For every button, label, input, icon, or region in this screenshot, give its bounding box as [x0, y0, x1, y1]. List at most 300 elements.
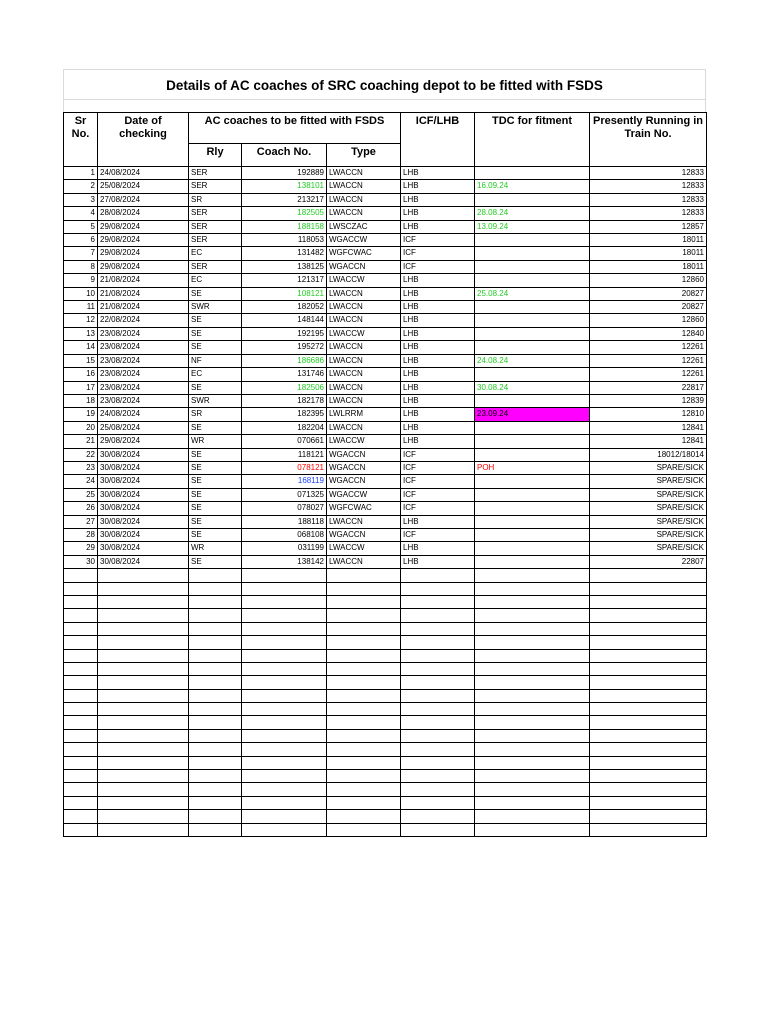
empty-cell — [327, 716, 401, 729]
empty-cell — [242, 716, 327, 729]
cell-date: 23/08/2024 — [98, 327, 189, 340]
empty-cell — [189, 569, 242, 582]
empty-cell — [98, 716, 189, 729]
empty-cell — [475, 823, 590, 836]
empty-cell — [327, 622, 401, 635]
cell-icf-lhb: LHB — [401, 368, 475, 381]
cell-rly: EC — [189, 274, 242, 287]
cell-date: 24/08/2024 — [98, 167, 189, 180]
cell-date: 29/08/2024 — [98, 220, 189, 233]
empty-cell — [327, 810, 401, 823]
cell-icf-lhb: LHB — [401, 421, 475, 434]
table-row — [64, 314, 707, 327]
cell-coach-no: 168119 — [242, 475, 327, 488]
coach-table — [63, 112, 707, 837]
cell-date: 25/08/2024 — [98, 180, 189, 193]
cell-type: LWACCN — [327, 287, 401, 300]
table-row — [64, 448, 707, 461]
cell-icf-lhb: LHB — [401, 180, 475, 193]
cell-train: 12860 — [590, 274, 707, 287]
empty-row — [64, 703, 707, 716]
empty-cell — [327, 823, 401, 836]
empty-cell — [242, 636, 327, 649]
empty-cell — [242, 703, 327, 716]
cell-sr-no: 4 — [64, 207, 98, 220]
cell-train: 12261 — [590, 368, 707, 381]
cell-sr-no: 30 — [64, 555, 98, 568]
empty-cell — [64, 649, 98, 662]
table-row — [64, 207, 707, 220]
cell-train: SPARE/SICK — [590, 488, 707, 501]
empty-cell — [242, 569, 327, 582]
cell-tdc — [475, 528, 590, 541]
empty-cell — [242, 770, 327, 783]
cell-icf-lhb: LHB — [401, 394, 475, 407]
empty-cell — [327, 636, 401, 649]
cell-rly: SE — [189, 461, 242, 474]
cell-icf-lhb: ICF — [401, 502, 475, 515]
empty-cell — [590, 676, 707, 689]
cell-train: 20827 — [590, 287, 707, 300]
cell-date: 29/08/2024 — [98, 260, 189, 273]
empty-row — [64, 662, 707, 675]
cell-icf-lhb: ICF — [401, 247, 475, 260]
empty-cell — [590, 770, 707, 783]
cell-tdc: 28.08.24 — [475, 207, 590, 220]
cell-tdc — [475, 193, 590, 206]
cell-train: 12810 — [590, 408, 707, 421]
cell-rly: NF — [189, 354, 242, 367]
cell-date: 21/08/2024 — [98, 287, 189, 300]
cell-icf-lhb: LHB — [401, 381, 475, 394]
empty-cell — [401, 622, 475, 635]
cell-rly: WR — [189, 435, 242, 448]
cell-coach-no: 131746 — [242, 368, 327, 381]
cell-train: 12839 — [590, 394, 707, 407]
cell-type: WGFCWAC — [327, 247, 401, 260]
empty-cell — [475, 636, 590, 649]
empty-row — [64, 649, 707, 662]
table-row — [64, 368, 707, 381]
cell-sr-no: 28 — [64, 528, 98, 541]
empty-cell — [64, 676, 98, 689]
empty-row — [64, 716, 707, 729]
table-row — [64, 180, 707, 193]
empty-cell — [64, 716, 98, 729]
cell-rly: SE — [189, 502, 242, 515]
table-row — [64, 381, 707, 394]
empty-cell — [590, 756, 707, 769]
empty-cell — [401, 796, 475, 809]
empty-cell — [590, 810, 707, 823]
cell-tdc — [475, 515, 590, 528]
empty-cell — [475, 676, 590, 689]
cell-type: LWACCN — [327, 354, 401, 367]
empty-cell — [327, 783, 401, 796]
empty-cell — [327, 569, 401, 582]
empty-cell — [475, 649, 590, 662]
empty-cell — [475, 609, 590, 622]
cell-date: 30/08/2024 — [98, 461, 189, 474]
cell-tdc — [475, 274, 590, 287]
cell-type: WGACCW — [327, 488, 401, 501]
cell-tdc — [475, 314, 590, 327]
cell-type: LWACCW — [327, 327, 401, 340]
cell-icf-lhb: LHB — [401, 327, 475, 340]
cell-rly: SE — [189, 314, 242, 327]
cell-date: 28/08/2024 — [98, 207, 189, 220]
cell-date: 29/08/2024 — [98, 234, 189, 247]
empty-cell — [401, 569, 475, 582]
header-train: Presently Running in Train No. — [590, 113, 707, 167]
cell-rly: SE — [189, 287, 242, 300]
empty-cell — [64, 743, 98, 756]
empty-cell — [327, 662, 401, 675]
empty-cell — [98, 770, 189, 783]
empty-cell — [590, 716, 707, 729]
cell-icf-lhb: LHB — [401, 435, 475, 448]
empty-cell — [327, 729, 401, 742]
cell-train: 20827 — [590, 301, 707, 314]
cell-train: 12860 — [590, 314, 707, 327]
cell-icf-lhb: LHB — [401, 193, 475, 206]
empty-cell — [590, 636, 707, 649]
empty-cell — [401, 756, 475, 769]
cell-type: LWACCN — [327, 555, 401, 568]
empty-cell — [98, 636, 189, 649]
empty-row — [64, 689, 707, 702]
empty-cell — [64, 636, 98, 649]
cell-tdc — [475, 421, 590, 434]
cell-coach-no: 148144 — [242, 314, 327, 327]
cell-coach-no: 031199 — [242, 542, 327, 555]
spacer-row — [63, 100, 706, 112]
cell-rly: SE — [189, 327, 242, 340]
cell-date: 30/08/2024 — [98, 542, 189, 555]
cell-type: LWACCN — [327, 515, 401, 528]
empty-cell — [401, 676, 475, 689]
cell-rly: SE — [189, 381, 242, 394]
empty-cell — [242, 622, 327, 635]
header-type: Type — [327, 144, 401, 167]
cell-type: WGACCN — [327, 528, 401, 541]
empty-cell — [189, 716, 242, 729]
cell-rly: SWR — [189, 394, 242, 407]
empty-row — [64, 582, 707, 595]
cell-train: 12833 — [590, 180, 707, 193]
table-row — [64, 274, 707, 287]
empty-cell — [401, 743, 475, 756]
cell-coach-no: 121317 — [242, 274, 327, 287]
cell-rly: SER — [189, 207, 242, 220]
empty-cell — [64, 622, 98, 635]
cell-date: 23/08/2024 — [98, 354, 189, 367]
empty-cell — [475, 783, 590, 796]
empty-cell — [189, 783, 242, 796]
empty-cell — [98, 783, 189, 796]
empty-cell — [401, 636, 475, 649]
cell-icf-lhb: ICF — [401, 461, 475, 474]
cell-coach-no: 118121 — [242, 448, 327, 461]
cell-date: 30/08/2024 — [98, 515, 189, 528]
cell-tdc — [475, 247, 590, 260]
cell-tdc — [475, 167, 590, 180]
cell-type: LWACCN — [327, 193, 401, 206]
cell-date: 23/08/2024 — [98, 381, 189, 394]
empty-cell — [189, 796, 242, 809]
cell-date: 30/08/2024 — [98, 448, 189, 461]
empty-cell — [590, 609, 707, 622]
empty-cell — [189, 823, 242, 836]
empty-cell — [475, 703, 590, 716]
empty-cell — [327, 689, 401, 702]
cell-train: 12857 — [590, 220, 707, 233]
cell-icf-lhb: LHB — [401, 555, 475, 568]
empty-cell — [189, 649, 242, 662]
cell-rly: SE — [189, 515, 242, 528]
cell-date: 25/08/2024 — [98, 421, 189, 434]
empty-cell — [242, 729, 327, 742]
empty-cell — [327, 649, 401, 662]
empty-cell — [64, 569, 98, 582]
empty-cell — [475, 743, 590, 756]
cell-sr-no: 10 — [64, 287, 98, 300]
header-icf-lhb: ICF/LHB — [401, 113, 475, 167]
cell-sr-no: 14 — [64, 341, 98, 354]
header-date: Date of checking — [98, 113, 189, 167]
empty-cell — [327, 703, 401, 716]
cell-coach-no: 138125 — [242, 260, 327, 273]
cell-train: SPARE/SICK — [590, 461, 707, 474]
cell-tdc: 25.08.24 — [475, 287, 590, 300]
cell-icf-lhb: LHB — [401, 220, 475, 233]
empty-row — [64, 729, 707, 742]
cell-icf-lhb: ICF — [401, 475, 475, 488]
empty-cell — [189, 662, 242, 675]
cell-type: LWACCN — [327, 180, 401, 193]
cell-tdc — [475, 448, 590, 461]
empty-cell — [98, 649, 189, 662]
cell-coach-no: 108121 — [242, 287, 327, 300]
cell-date: 30/08/2024 — [98, 555, 189, 568]
cell-rly: SE — [189, 475, 242, 488]
cell-tdc — [475, 234, 590, 247]
empty-cell — [327, 796, 401, 809]
cell-tdc — [475, 542, 590, 555]
cell-type: WGACCN — [327, 260, 401, 273]
cell-coach-no: 195272 — [242, 341, 327, 354]
cell-tdc — [475, 475, 590, 488]
empty-cell — [98, 743, 189, 756]
empty-row — [64, 609, 707, 622]
empty-cell — [64, 609, 98, 622]
cell-type: WGFCWAC — [327, 502, 401, 515]
cell-sr-no: 5 — [64, 220, 98, 233]
cell-type: LWACCN — [327, 301, 401, 314]
empty-cell — [189, 689, 242, 702]
cell-coach-no: 071325 — [242, 488, 327, 501]
cell-icf-lhb: LHB — [401, 408, 475, 421]
empty-cell — [590, 783, 707, 796]
cell-date: 29/08/2024 — [98, 435, 189, 448]
cell-sr-no: 25 — [64, 488, 98, 501]
cell-rly: SWR — [189, 301, 242, 314]
cell-icf-lhb: LHB — [401, 354, 475, 367]
cell-icf-lhb: ICF — [401, 488, 475, 501]
empty-cell — [590, 595, 707, 608]
cell-train: 18011 — [590, 234, 707, 247]
cell-type: LWACCN — [327, 381, 401, 394]
empty-row — [64, 676, 707, 689]
cell-coach-no: 188118 — [242, 515, 327, 528]
cell-type: LWACCN — [327, 421, 401, 434]
empty-cell — [401, 729, 475, 742]
cell-tdc: 24.08.24 — [475, 354, 590, 367]
table-row — [64, 515, 707, 528]
cell-date: 30/08/2024 — [98, 488, 189, 501]
empty-cell — [590, 662, 707, 675]
empty-row — [64, 743, 707, 756]
empty-row — [64, 810, 707, 823]
table-row — [64, 435, 707, 448]
empty-cell — [242, 783, 327, 796]
empty-row — [64, 569, 707, 582]
empty-cell — [475, 756, 590, 769]
cell-rly: SE — [189, 488, 242, 501]
empty-cell — [242, 796, 327, 809]
cell-type: WGACCN — [327, 448, 401, 461]
empty-cell — [475, 770, 590, 783]
cell-coach-no: 188158 — [242, 220, 327, 233]
cell-tdc — [475, 502, 590, 515]
cell-train: SPARE/SICK — [590, 515, 707, 528]
empty-cell — [98, 796, 189, 809]
cell-tdc — [475, 394, 590, 407]
empty-cell — [98, 609, 189, 622]
cell-sr-no: 17 — [64, 381, 98, 394]
cell-rly: SE — [189, 421, 242, 434]
cell-type: LWACCW — [327, 435, 401, 448]
empty-cell — [401, 823, 475, 836]
empty-cell — [590, 743, 707, 756]
cell-tdc — [475, 341, 590, 354]
cell-sr-no: 3 — [64, 193, 98, 206]
cell-rly: SE — [189, 555, 242, 568]
cell-date: 21/08/2024 — [98, 274, 189, 287]
cell-type: WGACCN — [327, 461, 401, 474]
empty-cell — [590, 729, 707, 742]
cell-type: WGACCW — [327, 234, 401, 247]
cell-sr-no: 2 — [64, 180, 98, 193]
cell-date: 30/08/2024 — [98, 528, 189, 541]
cell-sr-no: 7 — [64, 247, 98, 260]
header-tdc: TDC for fitment — [475, 113, 590, 167]
cell-rly: SE — [189, 448, 242, 461]
table-row — [64, 542, 707, 555]
cell-sr-no: 16 — [64, 368, 98, 381]
empty-cell — [590, 689, 707, 702]
table-row — [64, 247, 707, 260]
cell-sr-no: 22 — [64, 448, 98, 461]
cell-icf-lhb: LHB — [401, 207, 475, 220]
cell-rly: EC — [189, 247, 242, 260]
empty-cell — [242, 756, 327, 769]
empty-cell — [401, 649, 475, 662]
empty-row — [64, 622, 707, 635]
empty-cell — [98, 810, 189, 823]
empty-cell — [98, 582, 189, 595]
empty-cell — [64, 770, 98, 783]
cell-train: SPARE/SICK — [590, 528, 707, 541]
cell-type: LWACCW — [327, 274, 401, 287]
cell-train: 12841 — [590, 435, 707, 448]
empty-cell — [475, 729, 590, 742]
empty-cell — [189, 703, 242, 716]
empty-cell — [590, 622, 707, 635]
cell-coach-no: 192889 — [242, 167, 327, 180]
empty-cell — [327, 770, 401, 783]
cell-tdc — [475, 555, 590, 568]
table-row — [64, 327, 707, 340]
cell-rly: SER — [189, 260, 242, 273]
empty-cell — [189, 729, 242, 742]
table-row — [64, 502, 707, 515]
cell-sr-no: 8 — [64, 260, 98, 273]
empty-cell — [242, 676, 327, 689]
table-row — [64, 408, 707, 421]
table-row — [64, 260, 707, 273]
cell-icf-lhb: LHB — [401, 301, 475, 314]
empty-cell — [98, 676, 189, 689]
table-row — [64, 341, 707, 354]
empty-cell — [189, 770, 242, 783]
empty-cell — [242, 582, 327, 595]
cell-tdc — [475, 488, 590, 501]
cell-date: 30/08/2024 — [98, 475, 189, 488]
empty-row — [64, 796, 707, 809]
cell-type: LWACCN — [327, 394, 401, 407]
cell-date: 23/08/2024 — [98, 394, 189, 407]
cell-train: 12261 — [590, 354, 707, 367]
empty-cell — [327, 582, 401, 595]
cell-type: LWACCN — [327, 314, 401, 327]
empty-cell — [401, 810, 475, 823]
empty-cell — [64, 756, 98, 769]
cell-train: 12833 — [590, 167, 707, 180]
empty-cell — [64, 729, 98, 742]
cell-date: 29/08/2024 — [98, 247, 189, 260]
empty-cell — [475, 796, 590, 809]
cell-type: LWLRRM — [327, 408, 401, 421]
empty-cell — [189, 756, 242, 769]
empty-cell — [590, 703, 707, 716]
cell-tdc — [475, 327, 590, 340]
cell-tdc: POH — [475, 461, 590, 474]
header-group: AC coaches to be fitted with FSDS — [189, 113, 401, 144]
cell-sr-no: 13 — [64, 327, 98, 340]
cell-tdc — [475, 368, 590, 381]
cell-sr-no: 19 — [64, 408, 98, 421]
empty-cell — [98, 662, 189, 675]
empty-cell — [189, 609, 242, 622]
cell-tdc: 13.09.24 — [475, 220, 590, 233]
table-row — [64, 167, 707, 180]
table-row — [64, 193, 707, 206]
cell-coach-no: 070661 — [242, 435, 327, 448]
cell-tdc: 23.09.24 — [475, 408, 590, 421]
cell-icf-lhb: LHB — [401, 515, 475, 528]
table-row — [64, 421, 707, 434]
